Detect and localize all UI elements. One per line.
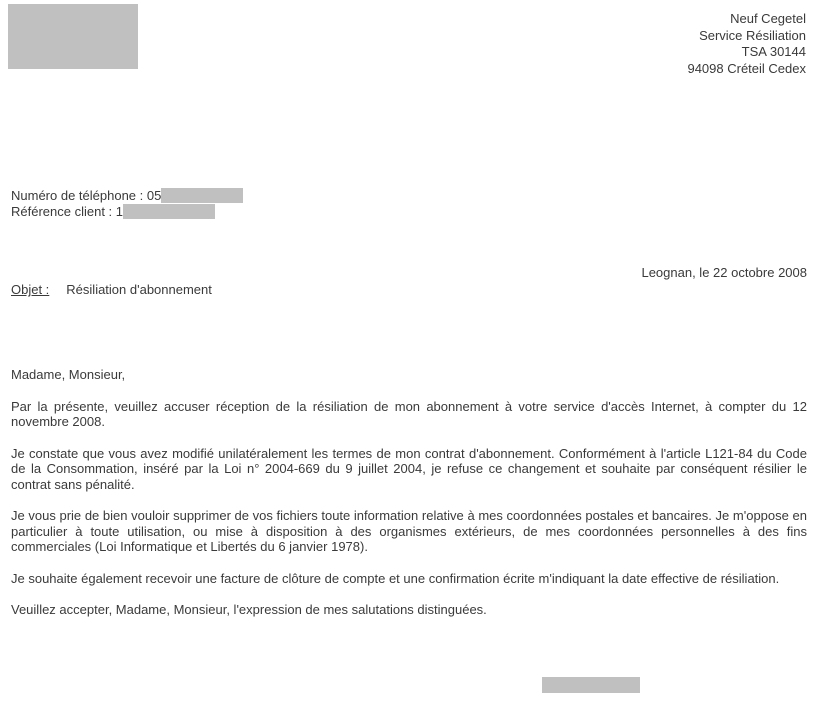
recipient-address-block <box>687 11 806 77</box>
redacted-signature-block <box>542 677 640 693</box>
place-and-date: Leognan, le 22 octobre 2008 <box>641 265 807 280</box>
client-ref-line <box>11 204 243 220</box>
paragraph-4: Je souhaite également recevoir une facture de clôture de compte et une confirmation écrite m'indiquant la date effective de résiliation. <box>11 570 780 586</box>
subject-label: Objet : <box>11 282 50 297</box>
closing-formula: Veuillez accepter, Madame, Monsieur, l'expression de mes salutations distinguées. <box>11 602 487 617</box>
redacted-phone-number <box>161 188 243 203</box>
subject-text: Résiliation d'abonnement <box>66 282 212 297</box>
subject-line <box>11 282 212 297</box>
salutation: Madame, Monsieur, <box>11 367 126 382</box>
phone-line <box>11 188 243 204</box>
recipient-service: Service Résiliation <box>699 27 806 43</box>
phone-label: Numéro de téléphone : 05 <box>11 188 162 203</box>
contact-info-block <box>11 188 243 220</box>
letter-body <box>11 367 807 634</box>
recipient-tsa: TSA 30144 <box>741 44 806 59</box>
redacted-sender-address-block <box>8 4 138 69</box>
recipient-city: 94098 Créteil Cedex <box>687 60 806 76</box>
redacted-client-reference <box>123 204 215 219</box>
paragraph-3: Je vous prie de bien vouloir supprimer de vos fichiers toute information relative à mes coordonnées postales et bancaires. Je m'oppose en particulier à toute utilisation, ou mise à disposition à des organismes extérieurs, de mes coordonnées personnelles à des fins commerciales (Loi Informatique et Libertés du 6 janvier 1978). <box>11 508 807 554</box>
client-ref-label: Référence client : 1 <box>11 204 124 219</box>
paragraph-1: Par la présente, veuillez accuser réception de la résiliation de mon abonnement à votre service d'accès Internet, à compter du 12 novembre 2008. <box>11 398 807 429</box>
paragraph-2: Je constate que vous avez modifié unilatéralement les termes de mon contrat d'abonnement. Conformément à l'article L121-84 du Code de la Consommation, inséré par la Loi n° 2004-669 du 9 juillet 2004, je refuse ce changement et souhaite par conséquent résilier le contrat sans pénalité. <box>11 445 807 492</box>
recipient-name: Neuf Cegetel <box>730 11 806 26</box>
